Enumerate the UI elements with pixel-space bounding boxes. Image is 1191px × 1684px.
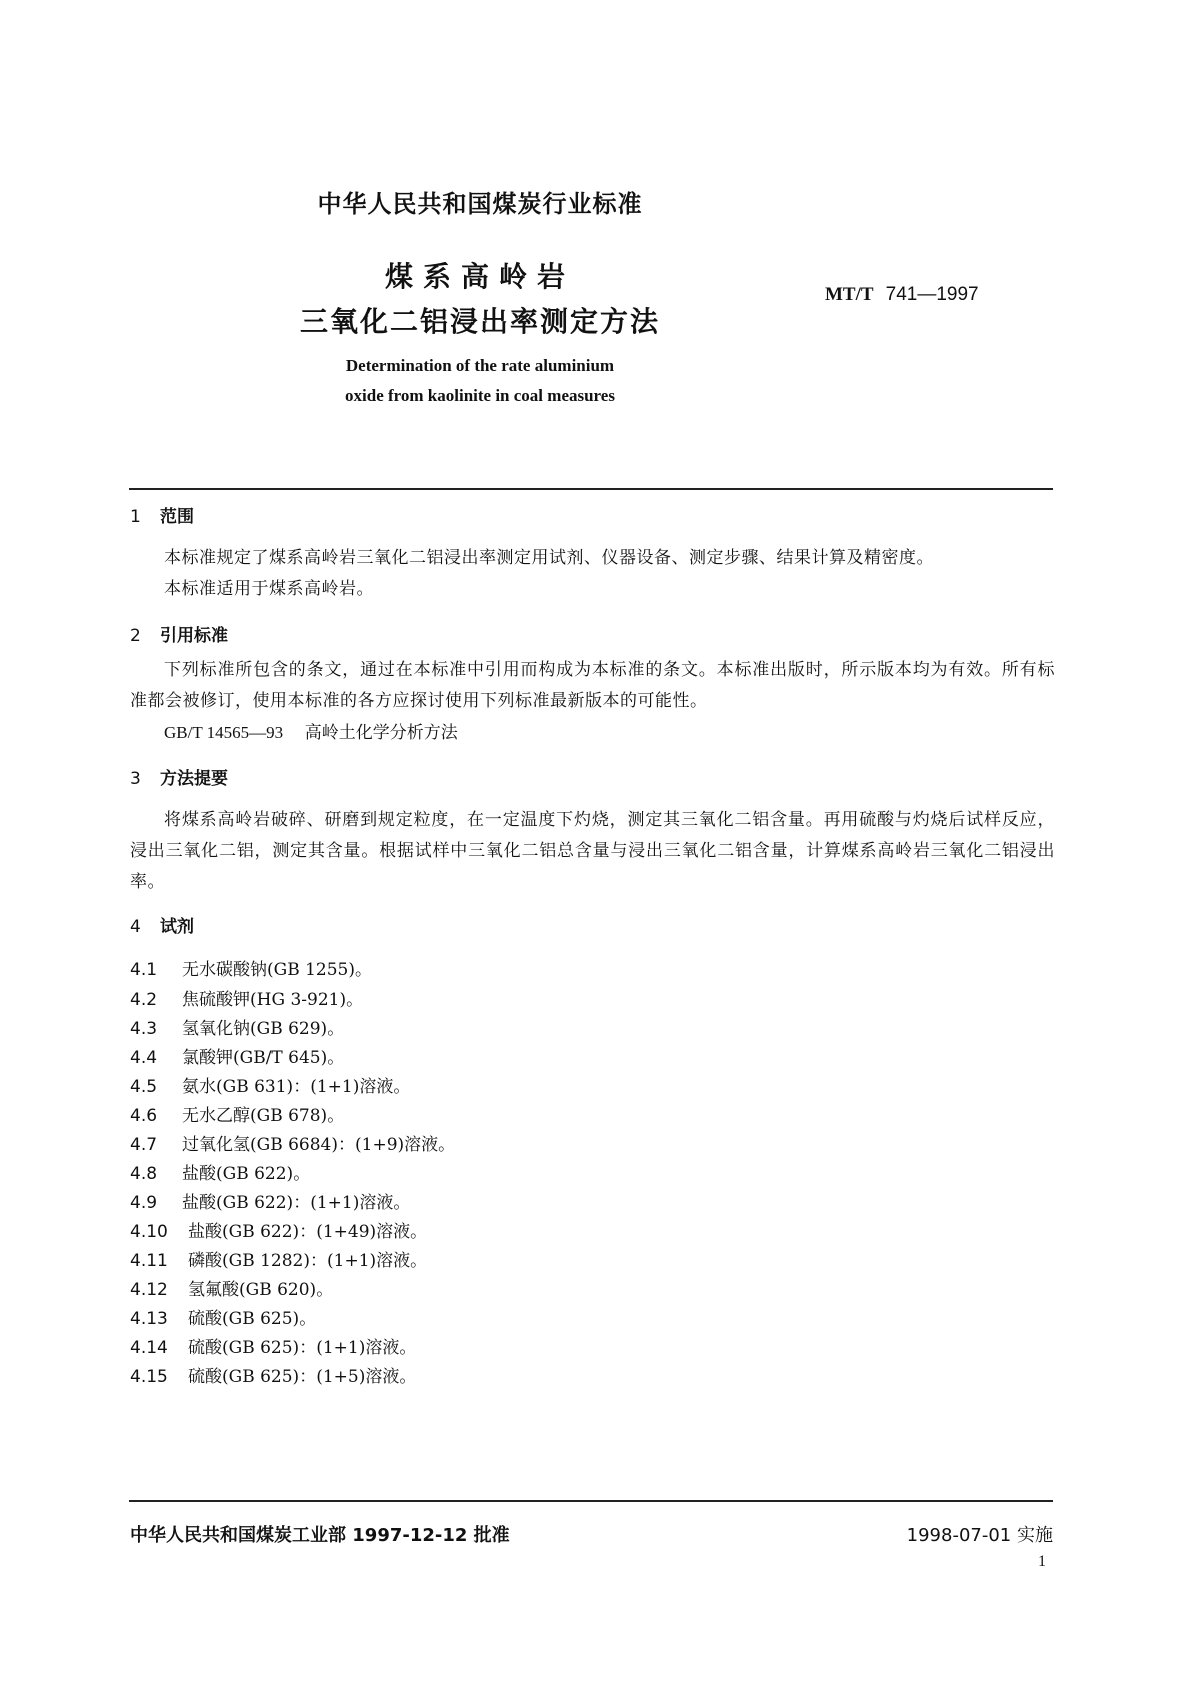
- reagent-item: [130, 1043, 344, 1068]
- reagent-number: 4.15: [130, 1367, 168, 1387]
- reagent-text: 氨水(GB 631)：(1+1)溶液。: [182, 1077, 411, 1097]
- reagent-item: [130, 985, 363, 1010]
- header-divider: [129, 488, 1053, 490]
- section-title: 范围: [160, 507, 194, 527]
- section-1-paragraph-1: 本标准规定了煤系高岭岩三氧化二铝浸出率测定用试剂、仪器设备、测定步骤、结果计算及精密度。: [164, 548, 934, 568]
- reagent-item: [130, 1362, 416, 1387]
- reagent-item: [130, 1159, 310, 1184]
- reagent-item: [130, 1217, 427, 1242]
- issuing-organization: 中华人民共和国煤炭行业标准: [317, 190, 643, 218]
- reagent-number: 4.8: [130, 1164, 158, 1184]
- reagent-item: [130, 955, 372, 980]
- reagent-text: 硫酸(GB 625)：(1+5)溶液。: [188, 1367, 417, 1387]
- reference-code: GB/T 14565—93: [164, 723, 284, 742]
- reagent-number: 4.9: [130, 1193, 158, 1213]
- reference-title: 高岭土化学分析方法: [304, 723, 458, 743]
- section-4-heading: [130, 912, 194, 937]
- reagent-text: 盐酸(GB 622)：(1+1)溶液。: [182, 1193, 411, 1213]
- reagent-item: [130, 1130, 455, 1155]
- reagent-item: [130, 1304, 316, 1329]
- reagent-number: 4.4: [130, 1048, 158, 1068]
- reagent-item: [130, 1246, 427, 1271]
- section-2-paragraph: 下列标准所包含的条文，通过在本标准中引用而构成为本标准的条文。本标准出版时，所示版本均为有效。所有标准都会被修订，使用本标准的各方应探讨使用下列标准最新版本的可能性。: [130, 660, 1055, 711]
- reagent-text: 过氧化氢(GB 6684)：(1+9)溶液。: [182, 1135, 456, 1155]
- reagent-number: 4.7: [130, 1135, 158, 1155]
- reagent-text: 无水碳酸钠(GB 1255)。: [182, 960, 373, 980]
- reference-item: [164, 718, 458, 743]
- section-number: 4: [130, 917, 141, 937]
- reagent-number: 4.13: [130, 1309, 168, 1329]
- reagent-number: 4.5: [130, 1077, 158, 1097]
- reagent-item: [130, 1275, 333, 1300]
- section-number: 1: [130, 507, 141, 527]
- section-2-heading: [130, 621, 228, 646]
- reagent-text: 硫酸(GB 625)。: [188, 1309, 317, 1329]
- standard-code: [825, 283, 979, 306]
- title-line-1: 煤系高岭岩: [384, 260, 575, 293]
- standard-code-prefix: MT/T: [825, 284, 874, 305]
- reagent-item: [130, 1188, 410, 1213]
- section-title: 引用标准: [160, 626, 228, 646]
- reagent-item: [130, 1333, 416, 1358]
- section-number: 2: [130, 626, 141, 646]
- reagent-text: 无水乙醇(GB 678)。: [182, 1106, 345, 1126]
- english-title-line-2: oxide from kaolinite in coal measures: [345, 386, 615, 405]
- section-1-paragraph-2: 本标准适用于煤系高岭岩。: [164, 579, 374, 599]
- reagent-number: 4.2: [130, 990, 158, 1010]
- reagent-text: 盐酸(GB 622)：(1+49)溶液。: [188, 1222, 428, 1242]
- reagent-number: 4.6: [130, 1106, 158, 1126]
- reagent-item: [130, 1072, 410, 1097]
- footer-divider: [129, 1500, 1053, 1502]
- reagent-item: [130, 1014, 344, 1039]
- reagent-text: 氢氟酸(GB 620)。: [188, 1280, 334, 1300]
- english-title-line-1: Determination of the rate aluminium: [345, 356, 615, 375]
- approval-statement: 中华人民共和国煤炭工业部 1997-12-12 批准: [130, 1525, 510, 1546]
- section-3-paragraph: 将煤系高岭岩破碎、研磨到规定粒度，在一定温度下灼烧，测定其三氧化二铝含量。再用硫酸与灼烧后试样反应，浸出三氧化二铝，测定其含量。根据试样中三氧化二铝总含量与浸出三氧化二铝含量，计算煤系高岭岩三氧化二铝浸出率。: [130, 810, 1055, 892]
- reagent-text: 氢氧化钠(GB 629)。: [182, 1019, 345, 1039]
- reagent-item: [130, 1101, 344, 1126]
- page-number: 1: [1038, 1553, 1046, 1570]
- section-number: 3: [130, 769, 141, 789]
- reagent-number: 4.10: [130, 1222, 168, 1242]
- title-line-2: 三氧化二铝浸出率测定方法: [299, 305, 660, 338]
- section-title: 方法提要: [160, 769, 228, 789]
- reagent-text: 硫酸(GB 625)：(1+1)溶液。: [188, 1338, 417, 1358]
- reagent-number: 4.3: [130, 1019, 158, 1039]
- reagent-text: 磷酸(GB 1282)：(1+1)溶液。: [188, 1251, 428, 1271]
- reagent-number: 4.14: [130, 1338, 168, 1358]
- effective-date: 1998-07-01 实施: [906, 1525, 1053, 1546]
- section-1-heading: [130, 502, 194, 527]
- reagent-text: 盐酸(GB 622)。: [182, 1164, 311, 1184]
- standard-code-number: 741—1997: [885, 284, 979, 305]
- reagent-number: 4.12: [130, 1280, 168, 1300]
- section-title: 试剂: [160, 917, 194, 937]
- section-3-heading: [130, 764, 228, 789]
- reagent-number: 4.1: [130, 960, 158, 980]
- reagent-text: 焦硫酸钾(HG 3-921)。: [182, 990, 364, 1010]
- reagent-text: 氯酸钾(GB/T 645)。: [182, 1048, 345, 1068]
- reagent-number: 4.11: [130, 1251, 168, 1271]
